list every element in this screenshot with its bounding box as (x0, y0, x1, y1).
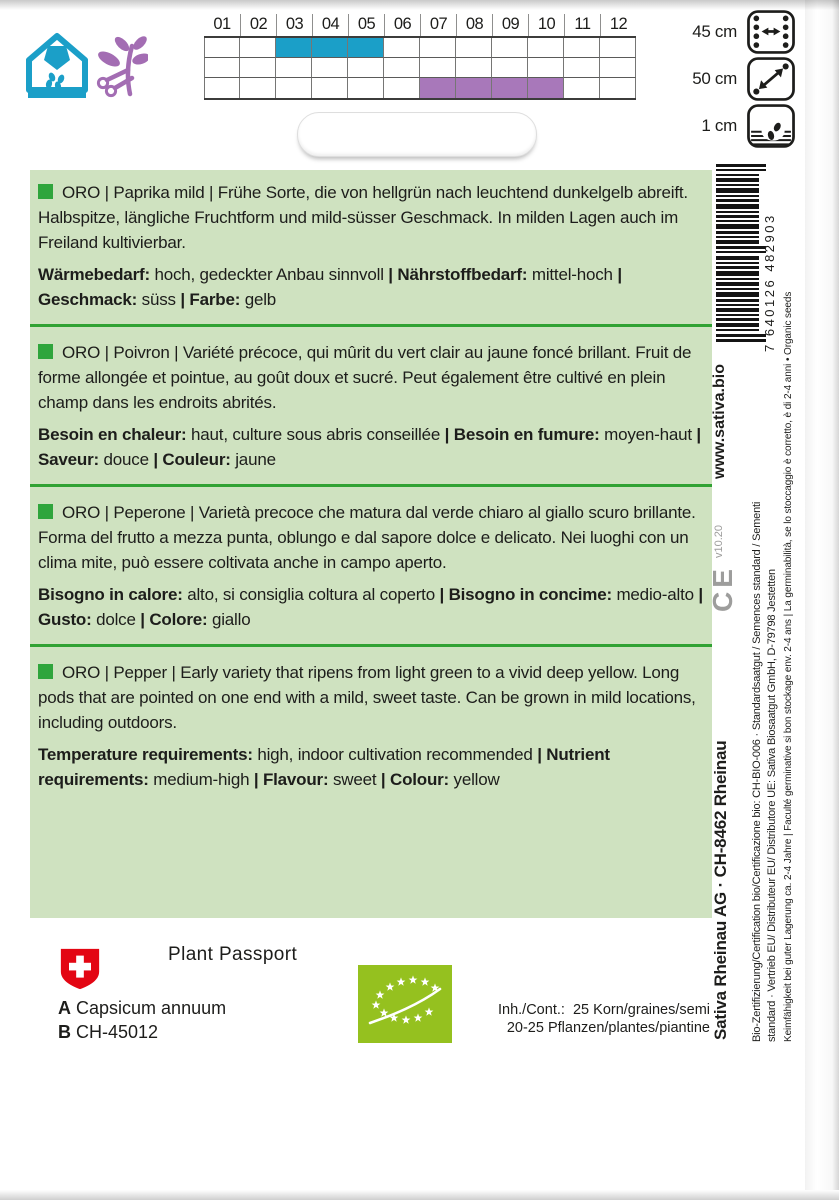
calendar-cell (420, 58, 456, 78)
contents-info (498, 1002, 710, 1037)
description-it: ORO | Peperone | Varietà precoce che matura dal verde chiaro al giallo scuro brillante. Forma del frutto a mezza punta, oblungo e dal sapore dolce e delicato. Nei luoghi con un clima mite, può essere coltivata anche in campo aperto. (38, 503, 696, 572)
packet-bottom-edge (0, 1190, 839, 1200)
hang-hole (297, 112, 537, 157)
divider (30, 644, 712, 647)
calendar-month-label: 07 (420, 14, 456, 36)
calendar-cell (204, 38, 240, 58)
passport-number-line: B CH-45012 (58, 1022, 159, 1042)
green-square-bullet-icon (38, 344, 53, 359)
plant-spacing-row (656, 57, 796, 101)
calendar-cell (348, 58, 384, 78)
calendar-cell (276, 38, 312, 58)
calendar-month-label: 10 (528, 14, 564, 36)
certification-lines (750, 502, 780, 1042)
sowing-depth-label: 1 cm (701, 116, 737, 135)
calendar-cell (276, 58, 312, 78)
calendar-cell (564, 58, 600, 78)
calendar-month-labels (204, 14, 636, 36)
website-url: www.sativa.bio (711, 364, 728, 479)
description-fr: ORO | Poivron | Variété précoce, qui mûrit du vert clair au jaune foncé brillant. Fruit de forme allongée et pointue, au goût doux et sucré. Peut également être cultivé en plein champ dans les endroits abrités. (38, 343, 692, 412)
calendar-cell (312, 78, 348, 98)
plant-spacing-icon (746, 57, 796, 101)
calendar-cell (312, 58, 348, 78)
calendar-cell (312, 38, 348, 58)
eu-organic-leaf-icon (358, 965, 452, 1043)
variety-description-panel (30, 170, 712, 918)
indoor-sowing-icon (26, 32, 88, 102)
calendar-cell (240, 78, 276, 98)
spacing-legend (656, 10, 796, 151)
calendar-cell (528, 78, 564, 98)
calendar-grid (204, 36, 636, 100)
requirements-en: Temperature requirements: high, indoor cultivation recommended | Nutrient requirements: medium-high | Flavour: sweet | Colour: yellow (38, 745, 610, 789)
certification-line-1: Bio-Zertifizierung/Certification bio/Certificazione bio: CH-BIO-006 · Standardsaatgut / Semences standard / Sementi (751, 501, 763, 1042)
green-square-bullet-icon (38, 184, 53, 199)
calendar-month-label: 05 (348, 14, 384, 36)
calendar-month-label: 01 (213, 15, 231, 33)
calendar-cell (240, 58, 276, 78)
calendar-cell (492, 58, 528, 78)
barcode (716, 164, 768, 344)
calendar-month-label: 06 (384, 14, 420, 36)
calendar-month-label: 09 (492, 14, 528, 36)
packet-right-edge (805, 0, 839, 1200)
calendar-month-label: 12 (600, 14, 636, 36)
calendar-cell (420, 78, 456, 98)
green-square-bullet-icon (38, 504, 53, 519)
calendar-cell (456, 78, 492, 98)
version-label: v10.20 (713, 524, 725, 558)
swiss-shield-icon (58, 946, 102, 992)
row-spacing-row (656, 10, 796, 54)
green-square-bullet-icon (38, 664, 53, 679)
calendar-cell (528, 38, 564, 58)
calendar-cell (420, 38, 456, 58)
sowing-depth-icon (746, 104, 796, 148)
divider (30, 484, 712, 487)
passport-species-line: A Capsicum annuum (58, 998, 227, 1018)
calendar-month-label: 04 (312, 14, 348, 36)
requirements-fr: Besoin en chaleur: haut, culture sous abris conseillée | Besoin en fumure: moyen-haut | Saveur: douce | Couleur: jaune (38, 425, 701, 469)
calendar-cell (276, 78, 312, 98)
calendar-cell (600, 58, 636, 78)
calendar-cell (204, 78, 240, 98)
packet-top-edge (0, 0, 839, 10)
calendar-cell (456, 38, 492, 58)
calendar-month-label: 08 (456, 14, 492, 36)
calendar-cell (384, 58, 420, 78)
description-de: ORO | Paprika mild | Frühe Sorte, die von hellgrün nach leuchtend dunkelgelb abreift. Halbspitze, längliche Fruchtform und mild-süsser Geschmack. In milden Lagen auch im Freiland kultivierbar. (38, 183, 688, 252)
plant-spacing-label: 50 cm (692, 69, 737, 88)
calendar-cell (600, 38, 636, 58)
divider (30, 324, 712, 327)
harvest-cutting-icon (94, 34, 148, 98)
calendar-cell (240, 38, 276, 58)
row-spacing-icon (746, 10, 796, 54)
contents-quantity: 25 Korn/graines/semi (572, 1002, 710, 1018)
sowing-depth-row (656, 104, 796, 148)
sowing-calendar (204, 14, 636, 100)
certification-line-2: standard · Vertrieb EU/ Distributeur EU/ Distributore UE: Sativa Biosaatgut GmbH, D-79798 Jestetten (766, 569, 778, 1042)
row-spacing-label: 45 cm (692, 22, 737, 41)
ce-mark-icon: CE (707, 565, 738, 612)
calendar-month-label: 03 (276, 14, 312, 36)
plant-passport-details (58, 996, 226, 1044)
contents-label: Inh./Cont.: (498, 1002, 565, 1018)
plant-passport-title: Plant Passport (168, 944, 298, 965)
barcode-number: 7 640126 482903 (762, 213, 777, 352)
calendar-cell (456, 58, 492, 78)
calendar-cell (600, 78, 636, 98)
calendar-month-label: 11 (564, 14, 600, 36)
calendar-cell (528, 58, 564, 78)
description-en: ORO | Pepper | Early variety that ripens from light green to a vivid deep yellow. Long pods that are pointed on one end with a mild, sweet taste. Can be grown in mild locations, including outdoors. (38, 663, 696, 732)
calendar-cell (492, 38, 528, 58)
calendar-cell (492, 78, 528, 98)
calendar-cell (384, 38, 420, 58)
calendar-cell (348, 38, 384, 58)
calendar-cell (204, 58, 240, 78)
contents-plants: 20-25 Pflanzen/plantes/piantine (506, 1019, 710, 1036)
calendar-cell (348, 78, 384, 98)
calendar-cell (384, 78, 420, 98)
calendar-month-label: 02 (240, 14, 276, 36)
calendar-cell (564, 78, 600, 98)
germination-line: Keimfähigkeit bei guter Lagerung ca. 2-4 Jahre | Faculté germinative si bon stockage env. 2-4 ans | La germinabilità, se lo stoccaggio è corretto, è di 2-4 anni • Organic seeds (783, 291, 794, 1042)
calendar-cell (564, 38, 600, 58)
requirements-de: Wärmebedarf: hoch, gedeckter Anbau sinnvoll | Nährstoffbedarf: mittel-hoch | Geschmack: süss | Farbe: gelb (38, 265, 622, 309)
requirements-it: Bisogno in calore: alto, si consiglia coltura al coperto | Bisogno in concime: medio-alto | Gusto: dolce | Colore: giallo (38, 585, 703, 629)
company-address: Sativa Rheinau AG · CH-8462 Rheinau (711, 740, 730, 1040)
